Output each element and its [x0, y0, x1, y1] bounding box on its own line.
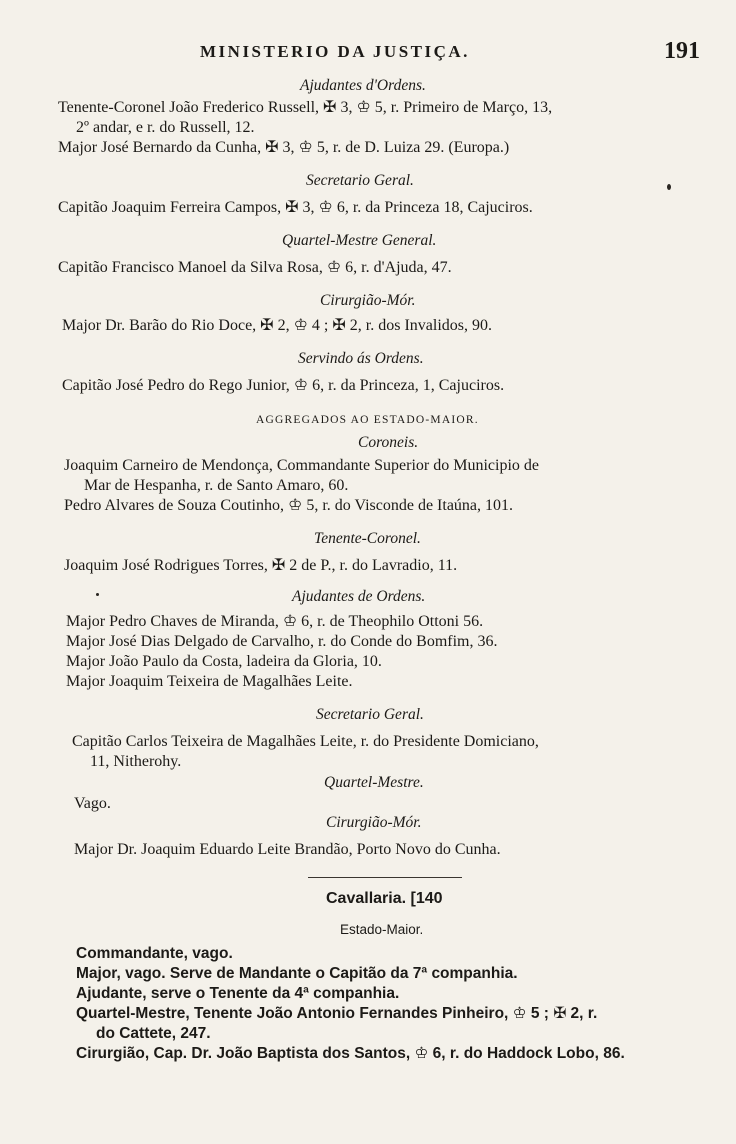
page-number: 191	[664, 38, 700, 64]
entry-line: Major Dr. Joaquim Eduardo Leite Brandão, Porto Novo do Cunha.	[74, 841, 501, 858]
heading-cirurgiao-mor-2: Cirurgião-Mór.	[326, 814, 422, 831]
heading-coroneis: Coroneis.	[358, 434, 419, 451]
entry-line: Major, vago. Serve de Mandante o Capitão da 7ª companhia.	[76, 965, 518, 982]
heading-servindo: Servindo ás Ordens.	[298, 350, 424, 367]
entry-line: Joaquim José Rodrigues Torres, ✠ 2 de P., r. do Lavradio, 11.	[64, 557, 458, 574]
entry-line: Ajudante, serve o Tenente da 4ª companhia.	[76, 985, 400, 1002]
entry-line: Major Pedro Chaves de Miranda, ♔ 6, r. de Theophilo Ottoni 56.	[66, 613, 484, 630]
entry-line: Pedro Alvares de Souza Coutinho, ♔ 5, r. do Visconde de Itaúna, 101.	[64, 497, 514, 514]
running-title: MINISTERIO DA JUSTIÇA.	[200, 42, 470, 61]
entry-line: Major João Paulo da Costa, ladeira da Gloria, 10.	[66, 653, 382, 670]
running-head	[0, 38, 736, 72]
entry-line: Capitão Joaquim Ferreira Campos, ✠ 3, ♔ 6, r. da Princeza 18, Cajuciros.	[58, 199, 533, 216]
heading-estado-maior: Estado-Maior.	[340, 922, 424, 937]
entry-line: Commandante, vago.	[76, 945, 233, 962]
ink-speck	[667, 184, 671, 190]
entry-line: Cirurgião, Cap. Dr. João Baptista dos Santos, ♔ 6, r. do Haddock Lobo, 86.	[76, 1045, 625, 1062]
entry-line: Capitão José Pedro do Rego Junior, ♔ 6, r. da Princeza, 1, Cajuciros.	[62, 377, 505, 394]
heading-ajudantes: Ajudantes d'Ordens.	[300, 77, 426, 94]
heading-cavallaria: Cavallaria. [140	[326, 890, 443, 907]
entry-line: Major José Dias Delgado de Carvalho, r. do Conde do Bomfim, 36.	[66, 633, 498, 650]
entry-line: 11, Nitherohy.	[90, 753, 182, 770]
entry-line: Mar de Hespanha, r. de Santo Amaro, 60.	[84, 477, 349, 494]
entry-line: Joaquim Carneiro de Mendonça, Commandante Superior do Municipio de	[64, 457, 540, 474]
entry-line: Vago.	[74, 795, 111, 812]
entry-line: do Cattete, 247.	[96, 1025, 211, 1042]
heading-secretario: Secretario Geral.	[306, 172, 414, 189]
entry-line: Major Dr. Barão do Rio Doce, ✠ 2, ♔ 4 ; ✠ 2, r. dos Invalidos, 90.	[62, 317, 492, 334]
section-divider	[308, 877, 462, 878]
heading-tenente-coronel: Tenente-Coronel.	[314, 530, 421, 547]
entry-line: Capitão Carlos Teixeira de Magalhães Leite, r. do Presidente Domiciano,	[72, 733, 539, 750]
entry-line: Tenente-Coronel João Frederico Russell, ✠ 3, ♔ 5, r. Primeiro de Março, 13,	[58, 99, 553, 116]
heading-secretario-geral: Secretario Geral.	[316, 706, 424, 723]
entry-line: Major José Bernardo da Cunha, ✠ 3, ♔ 5, r. de D. Luiza 29. (Europa.)	[58, 139, 510, 156]
heading-cirurgiao-mor: Cirurgião-Mór.	[320, 292, 416, 309]
heading-aggregados: AGGREGADOS AO ESTADO-MAIOR.	[256, 414, 479, 426]
entry-line: Quartel-Mestre, Tenente João Antonio Fernandes Pinheiro, ♔ 5 ; ✠ 2, r.	[76, 1005, 598, 1022]
ink-speck	[96, 593, 99, 596]
heading-ajudantes-de-ordens: Ajudantes de Ordens.	[292, 588, 426, 605]
heading-quartel-mestre-general: Quartel-Mestre General.	[282, 232, 437, 249]
heading-quartel-mestre: Quartel-Mestre.	[324, 774, 424, 791]
entry-line: 2º andar, e r. do Russell, 12.	[76, 119, 255, 136]
entry-line: Major Joaquim Teixeira de Magalhães Leite.	[66, 673, 353, 690]
entry-line: Capitão Francisco Manoel da Silva Rosa, ♔ 6, r. d'Ajuda, 47.	[58, 259, 452, 276]
